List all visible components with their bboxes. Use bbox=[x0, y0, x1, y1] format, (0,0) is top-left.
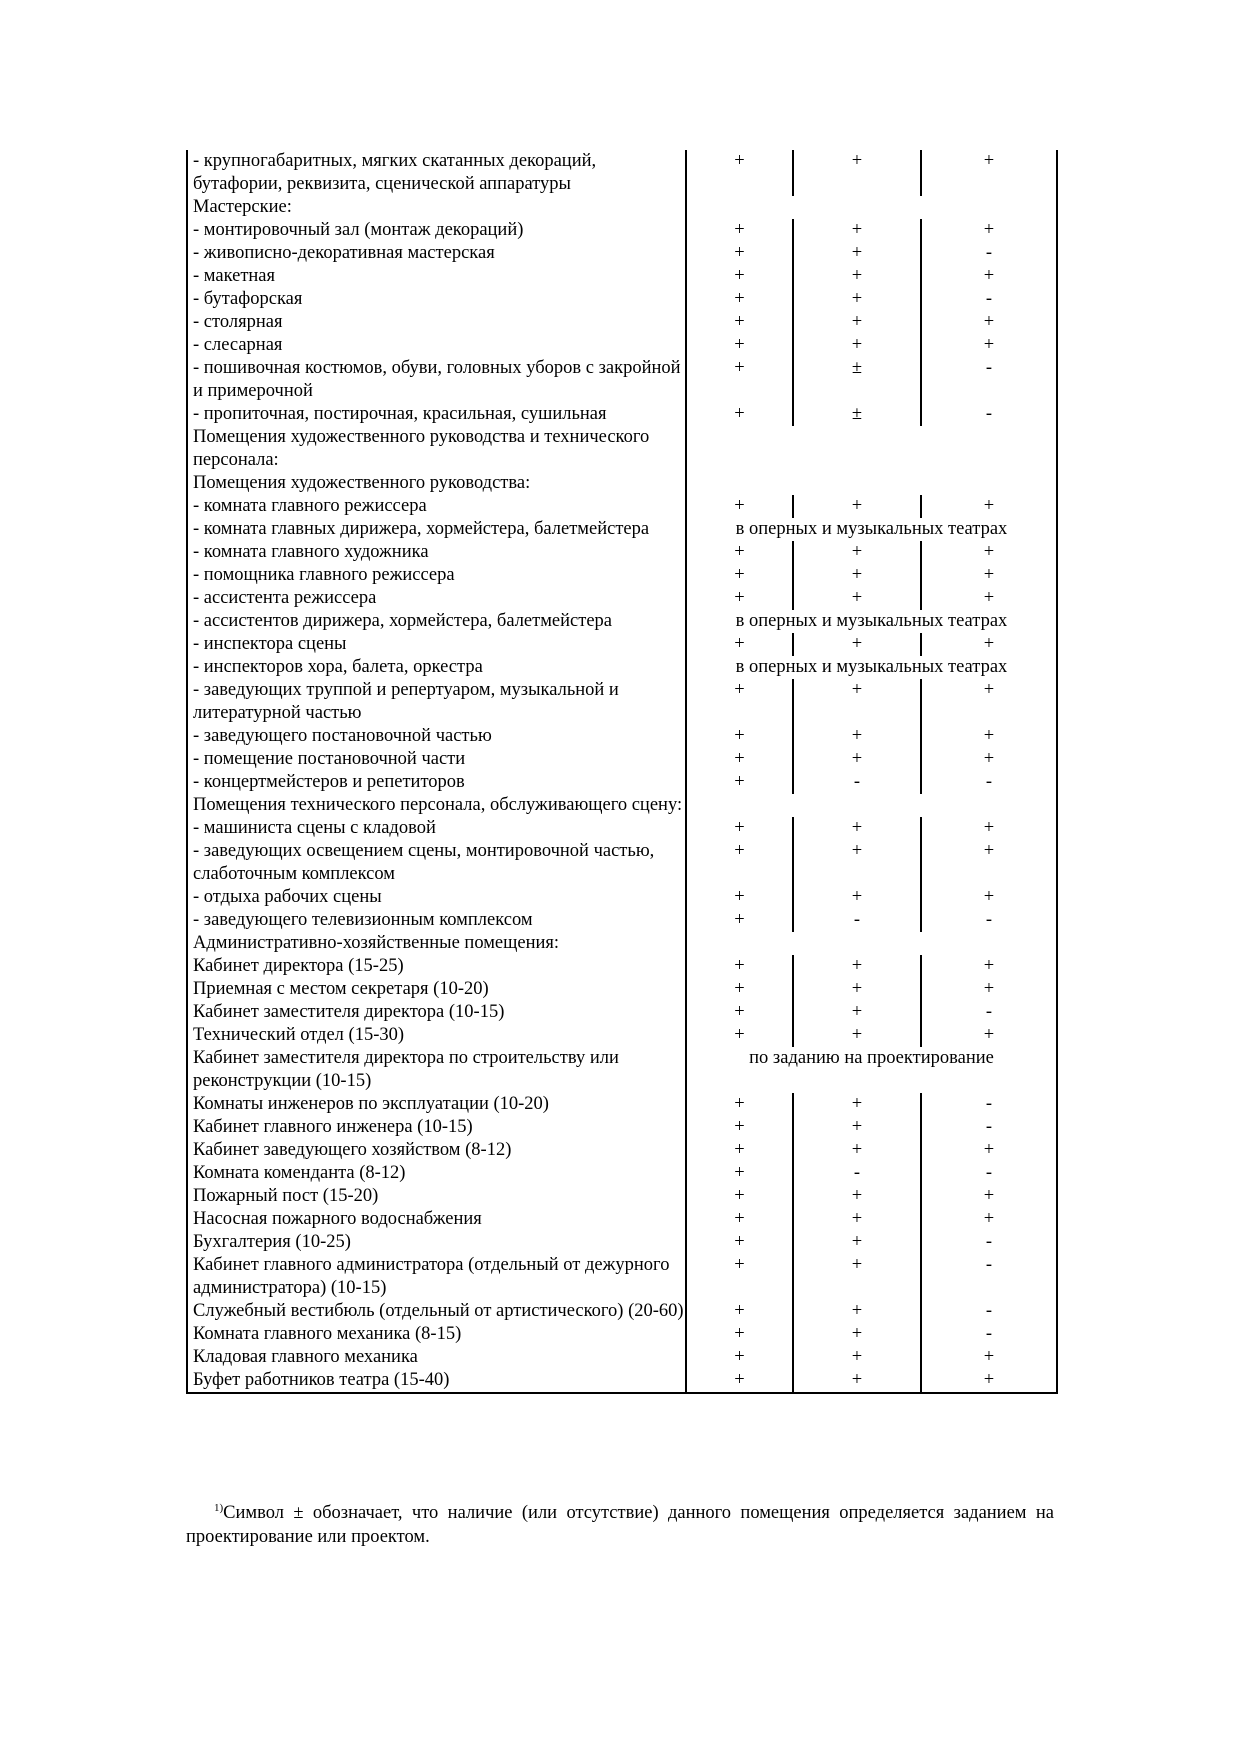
table-row bbox=[187, 518, 1057, 541]
mark-cell-3: - bbox=[921, 242, 1057, 265]
mark-cell-3 bbox=[921, 932, 1057, 955]
mark-cell-2: + bbox=[793, 1323, 921, 1346]
merged-note-cell: в оперных и музыкальных театрах bbox=[686, 656, 1057, 679]
mark-cell-1: + bbox=[686, 1139, 793, 1162]
mark-cell-2: + bbox=[793, 1369, 921, 1393]
mark-cell-1: + bbox=[686, 495, 793, 518]
mark-cell-2: + bbox=[793, 1208, 921, 1231]
mark-cell-2: ± bbox=[793, 403, 921, 426]
mark-cell-1: + bbox=[686, 978, 793, 1001]
room-name-cell: - живописно-декоративная мастерская bbox=[187, 242, 686, 265]
mark-cell-1: + bbox=[686, 403, 793, 426]
mark-cell-1: + bbox=[686, 1369, 793, 1393]
room-name-cell: - инспекторов хора, балета, оркестра bbox=[187, 656, 686, 679]
mark-cell-1 bbox=[686, 932, 793, 955]
mark-cell-2: + bbox=[793, 817, 921, 840]
room-name-cell: Помещения технического персонала, обслуживающего сцену: bbox=[187, 794, 686, 817]
mark-cell-3: + bbox=[921, 978, 1057, 1001]
room-name-cell: - макетная bbox=[187, 265, 686, 288]
mark-cell-3: + bbox=[921, 955, 1057, 978]
mark-cell-1: + bbox=[686, 219, 793, 242]
room-name-cell: - помощника главного режиссера bbox=[187, 564, 686, 587]
mark-cell-2: - bbox=[793, 1162, 921, 1185]
room-name-cell: Комната коменданта (8-12) bbox=[187, 1162, 686, 1185]
mark-cell-3: + bbox=[921, 495, 1057, 518]
table-row bbox=[187, 357, 1057, 403]
mark-cell-3: + bbox=[921, 817, 1057, 840]
room-name-cell: - комната главных дирижера, хормейстера, балетмейстера bbox=[187, 518, 686, 541]
room-name-cell: Буфет работников театра (15-40) bbox=[187, 1369, 686, 1393]
mark-cell-1: + bbox=[686, 334, 793, 357]
room-name-cell: - отдыха рабочих сцены bbox=[187, 886, 686, 909]
room-name-cell: Бухгалтерия (10-25) bbox=[187, 1231, 686, 1254]
mark-cell-2: + bbox=[793, 1024, 921, 1047]
mark-cell-1 bbox=[686, 794, 793, 817]
table-row bbox=[187, 541, 1057, 564]
mark-cell-3: - bbox=[921, 1093, 1057, 1116]
mark-cell-2: + bbox=[793, 150, 921, 196]
room-name-cell: - инспектора сцены bbox=[187, 633, 686, 656]
mark-cell-3: + bbox=[921, 1208, 1057, 1231]
room-name-cell: Кабинет главного администратора (отдельный от дежурного администратора) (10-15) bbox=[187, 1254, 686, 1300]
table-row bbox=[187, 1254, 1057, 1300]
table-row bbox=[187, 242, 1057, 265]
mark-cell-3: - bbox=[921, 1254, 1057, 1300]
mark-cell-3: - bbox=[921, 1300, 1057, 1323]
rooms-table-body bbox=[187, 150, 1057, 1393]
mark-cell-1: + bbox=[686, 1208, 793, 1231]
table-row bbox=[187, 334, 1057, 357]
mark-cell-1: + bbox=[686, 150, 793, 196]
room-name-cell: Приемная с местом секретаря (10-20) bbox=[187, 978, 686, 1001]
room-name-cell: Технический отдел (15-30) bbox=[187, 1024, 686, 1047]
mark-cell-1: + bbox=[686, 955, 793, 978]
table-row bbox=[187, 932, 1057, 955]
room-name-cell: - пошивочная костюмов, обуви, головных уборов с закройной и примерочной bbox=[187, 357, 686, 403]
table-row bbox=[187, 426, 1057, 472]
mark-cell-2: + bbox=[793, 311, 921, 334]
table-row bbox=[187, 1231, 1057, 1254]
table-row bbox=[187, 1024, 1057, 1047]
mark-cell-1: + bbox=[686, 1024, 793, 1047]
mark-cell-1: + bbox=[686, 1346, 793, 1369]
table-row bbox=[187, 1162, 1057, 1185]
room-name-cell: - ассистентов дирижера, хормейстера, балетмейстера bbox=[187, 610, 686, 633]
mark-cell-2: + bbox=[793, 1231, 921, 1254]
mark-cell-2: ± bbox=[793, 357, 921, 403]
mark-cell-2: + bbox=[793, 1185, 921, 1208]
mark-cell-1: + bbox=[686, 771, 793, 794]
mark-cell-3: - bbox=[921, 1323, 1057, 1346]
room-name-cell: - слесарная bbox=[187, 334, 686, 357]
room-name-cell: Кабинет директора (15-25) bbox=[187, 955, 686, 978]
table-row bbox=[187, 495, 1057, 518]
mark-cell-2: + bbox=[793, 748, 921, 771]
mark-cell-1: + bbox=[686, 725, 793, 748]
room-name-cell: Помещения художественного руководства и технического персонала: bbox=[187, 426, 686, 472]
table-row bbox=[187, 1116, 1057, 1139]
room-name-cell: - концертмейстеров и репетиторов bbox=[187, 771, 686, 794]
room-name-cell: Помещения художественного руководства: bbox=[187, 472, 686, 495]
mark-cell-1: + bbox=[686, 1093, 793, 1116]
mark-cell-1 bbox=[686, 426, 793, 472]
mark-cell-1: + bbox=[686, 1185, 793, 1208]
mark-cell-1: + bbox=[686, 1116, 793, 1139]
mark-cell-1 bbox=[686, 472, 793, 495]
mark-cell-2: + bbox=[793, 242, 921, 265]
table-row bbox=[187, 403, 1057, 426]
mark-cell-3: + bbox=[921, 587, 1057, 610]
mark-cell-3: - bbox=[921, 1231, 1057, 1254]
mark-cell-3: + bbox=[921, 1139, 1057, 1162]
table-row bbox=[187, 840, 1057, 886]
mark-cell-1: + bbox=[686, 840, 793, 886]
mark-cell-3 bbox=[921, 426, 1057, 472]
table-row bbox=[187, 633, 1057, 656]
room-name-cell: - монтировочный зал (монтаж декораций) bbox=[187, 219, 686, 242]
mark-cell-3: - bbox=[921, 403, 1057, 426]
table-row bbox=[187, 1300, 1057, 1323]
mark-cell-3: + bbox=[921, 311, 1057, 334]
table-row bbox=[187, 886, 1057, 909]
mark-cell-3: - bbox=[921, 1116, 1057, 1139]
mark-cell-1: + bbox=[686, 679, 793, 725]
mark-cell-2: + bbox=[793, 978, 921, 1001]
mark-cell-3: - bbox=[921, 909, 1057, 932]
mark-cell-3: + bbox=[921, 541, 1057, 564]
mark-cell-2: + bbox=[793, 633, 921, 656]
room-name-cell: Кабинет заместителя директора по строительству или реконструкции (10-15) bbox=[187, 1047, 686, 1093]
merged-note-cell: в оперных и музыкальных театрах bbox=[686, 518, 1057, 541]
mark-cell-1: + bbox=[686, 1001, 793, 1024]
table-row bbox=[187, 219, 1057, 242]
room-name-cell: - ассистента режиссера bbox=[187, 587, 686, 610]
mark-cell-2: - bbox=[793, 771, 921, 794]
mark-cell-1: + bbox=[686, 1162, 793, 1185]
table-row bbox=[187, 150, 1057, 196]
mark-cell-3: - bbox=[921, 1162, 1057, 1185]
mark-cell-1: + bbox=[686, 633, 793, 656]
table-row bbox=[187, 748, 1057, 771]
table-row bbox=[187, 1346, 1057, 1369]
mark-cell-3: + bbox=[921, 840, 1057, 886]
mark-cell-3: + bbox=[921, 725, 1057, 748]
mark-cell-2 bbox=[793, 932, 921, 955]
mark-cell-2: + bbox=[793, 587, 921, 610]
mark-cell-3: + bbox=[921, 1369, 1057, 1393]
mark-cell-3 bbox=[921, 794, 1057, 817]
mark-cell-3: + bbox=[921, 1346, 1057, 1369]
table-row bbox=[187, 1001, 1057, 1024]
mark-cell-2: + bbox=[793, 840, 921, 886]
mark-cell-3: + bbox=[921, 886, 1057, 909]
room-name-cell: Пожарный пост (15-20) bbox=[187, 1185, 686, 1208]
mark-cell-3: + bbox=[921, 150, 1057, 196]
mark-cell-3: + bbox=[921, 564, 1057, 587]
mark-cell-3: + bbox=[921, 219, 1057, 242]
table-row bbox=[187, 1208, 1057, 1231]
mark-cell-2: + bbox=[793, 288, 921, 311]
footnote-marker: 1) bbox=[214, 1501, 224, 1514]
mark-cell-3: + bbox=[921, 1185, 1057, 1208]
mark-cell-1: + bbox=[686, 817, 793, 840]
table-row bbox=[187, 679, 1057, 725]
mark-cell-1: + bbox=[686, 357, 793, 403]
room-name-cell: Кабинет главного инженера (10-15) bbox=[187, 1116, 686, 1139]
room-name-cell: - заведующих освещением сцены, монтировочной частью, слаботочным комплексом bbox=[187, 840, 686, 886]
footnote-text: Символ ± обозначает, что наличие (или отсутствие) данного помещения определяется заданием на проектирование или проектом. bbox=[186, 1502, 1054, 1547]
merged-note-cell: по заданию на проектирование bbox=[686, 1047, 1057, 1093]
mark-cell-1: + bbox=[686, 909, 793, 932]
mark-cell-2: + bbox=[793, 1139, 921, 1162]
room-name-cell: Мастерские: bbox=[187, 196, 686, 219]
table-row bbox=[187, 1047, 1057, 1093]
room-name-cell: - столярная bbox=[187, 311, 686, 334]
mark-cell-2 bbox=[793, 426, 921, 472]
mark-cell-1: + bbox=[686, 1323, 793, 1346]
table-row bbox=[187, 196, 1057, 219]
mark-cell-2: + bbox=[793, 541, 921, 564]
table-row bbox=[187, 1369, 1057, 1393]
mark-cell-3 bbox=[921, 196, 1057, 219]
table-row bbox=[187, 817, 1057, 840]
table-row bbox=[187, 610, 1057, 633]
room-name-cell: - заведующего постановочной частью bbox=[187, 725, 686, 748]
mark-cell-1: + bbox=[686, 311, 793, 334]
mark-cell-2 bbox=[793, 196, 921, 219]
mark-cell-2 bbox=[793, 794, 921, 817]
mark-cell-3: - bbox=[921, 288, 1057, 311]
mark-cell-2: + bbox=[793, 1346, 921, 1369]
room-name-cell: Кабинет заведующего хозяйством (8-12) bbox=[187, 1139, 686, 1162]
mark-cell-1: + bbox=[686, 886, 793, 909]
room-name-cell: - заведующего телевизионным комплексом bbox=[187, 909, 686, 932]
table-row bbox=[187, 564, 1057, 587]
table-row bbox=[187, 288, 1057, 311]
mark-cell-3: + bbox=[921, 334, 1057, 357]
mark-cell-3: + bbox=[921, 265, 1057, 288]
mark-cell-3: + bbox=[921, 748, 1057, 771]
mark-cell-2: + bbox=[793, 1254, 921, 1300]
mark-cell-2: + bbox=[793, 564, 921, 587]
room-name-cell: - заведующих труппой и репертуаром, музыкальной и литературной частью bbox=[187, 679, 686, 725]
mark-cell-1: + bbox=[686, 288, 793, 311]
mark-cell-3 bbox=[921, 472, 1057, 495]
table-row bbox=[187, 794, 1057, 817]
table-row bbox=[187, 771, 1057, 794]
table-row bbox=[187, 472, 1057, 495]
mark-cell-2: + bbox=[793, 1001, 921, 1024]
room-name-cell: Насосная пожарного водоснабжения bbox=[187, 1208, 686, 1231]
mark-cell-1 bbox=[686, 196, 793, 219]
mark-cell-1: + bbox=[686, 265, 793, 288]
mark-cell-3: - bbox=[921, 771, 1057, 794]
mark-cell-3: - bbox=[921, 357, 1057, 403]
table-row bbox=[187, 909, 1057, 932]
table-row bbox=[187, 1185, 1057, 1208]
mark-cell-3: - bbox=[921, 1001, 1057, 1024]
room-name-cell: Служебный вестибюль (отдельный от артистического) (20-60) bbox=[187, 1300, 686, 1323]
mark-cell-2: + bbox=[793, 725, 921, 748]
room-name-cell: Административно-хозяйственные помещения: bbox=[187, 932, 686, 955]
mark-cell-3: + bbox=[921, 679, 1057, 725]
room-name-cell: Кабинет заместителя директора (10-15) bbox=[187, 1001, 686, 1024]
mark-cell-2: + bbox=[793, 1300, 921, 1323]
table-row bbox=[187, 265, 1057, 288]
table-row bbox=[187, 1093, 1057, 1116]
mark-cell-2 bbox=[793, 472, 921, 495]
mark-cell-2: + bbox=[793, 1093, 921, 1116]
mark-cell-1: + bbox=[686, 242, 793, 265]
mark-cell-3: + bbox=[921, 1024, 1057, 1047]
mark-cell-2: + bbox=[793, 219, 921, 242]
room-name-cell: - комната главного художника bbox=[187, 541, 686, 564]
table-row bbox=[187, 1323, 1057, 1346]
mark-cell-1: + bbox=[686, 1231, 793, 1254]
table-row bbox=[187, 725, 1057, 748]
table-row bbox=[187, 978, 1057, 1001]
table-row bbox=[187, 587, 1057, 610]
table-row bbox=[187, 311, 1057, 334]
room-name-cell: Кладовая главного механика bbox=[187, 1346, 686, 1369]
footnote bbox=[186, 1501, 1054, 1549]
table-row bbox=[187, 656, 1057, 679]
room-name-cell: Комната главного механика (8-15) bbox=[187, 1323, 686, 1346]
mark-cell-2: + bbox=[793, 679, 921, 725]
mark-cell-1: + bbox=[686, 541, 793, 564]
rooms-table bbox=[186, 150, 1058, 1394]
room-name-cell: - комната главного режиссера bbox=[187, 495, 686, 518]
room-name-cell: - пропиточная, постирочная, красильная, сушильная bbox=[187, 403, 686, 426]
room-name-cell: - крупногабаритных, мягких скатанных декораций, бутафории, реквизита, сценической аппаратуры bbox=[187, 150, 686, 196]
mark-cell-2: - bbox=[793, 909, 921, 932]
mark-cell-1: + bbox=[686, 748, 793, 771]
mark-cell-2: + bbox=[793, 265, 921, 288]
mark-cell-1: + bbox=[686, 587, 793, 610]
mark-cell-1: + bbox=[686, 564, 793, 587]
mark-cell-2: + bbox=[793, 334, 921, 357]
mark-cell-3: + bbox=[921, 633, 1057, 656]
room-name-cell: - бутафорская bbox=[187, 288, 686, 311]
mark-cell-2: + bbox=[793, 1116, 921, 1139]
mark-cell-2: + bbox=[793, 495, 921, 518]
mark-cell-2: + bbox=[793, 886, 921, 909]
merged-note-cell: в оперных и музыкальных театрах bbox=[686, 610, 1057, 633]
room-name-cell: Комнаты инженеров по эксплуатации (10-20) bbox=[187, 1093, 686, 1116]
mark-cell-2: + bbox=[793, 955, 921, 978]
mark-cell-1: + bbox=[686, 1254, 793, 1300]
table-row bbox=[187, 955, 1057, 978]
room-name-cell: - помещение постановочной части bbox=[187, 748, 686, 771]
mark-cell-1: + bbox=[686, 1300, 793, 1323]
table-row bbox=[187, 1139, 1057, 1162]
room-name-cell: - машиниста сцены с кладовой bbox=[187, 817, 686, 840]
